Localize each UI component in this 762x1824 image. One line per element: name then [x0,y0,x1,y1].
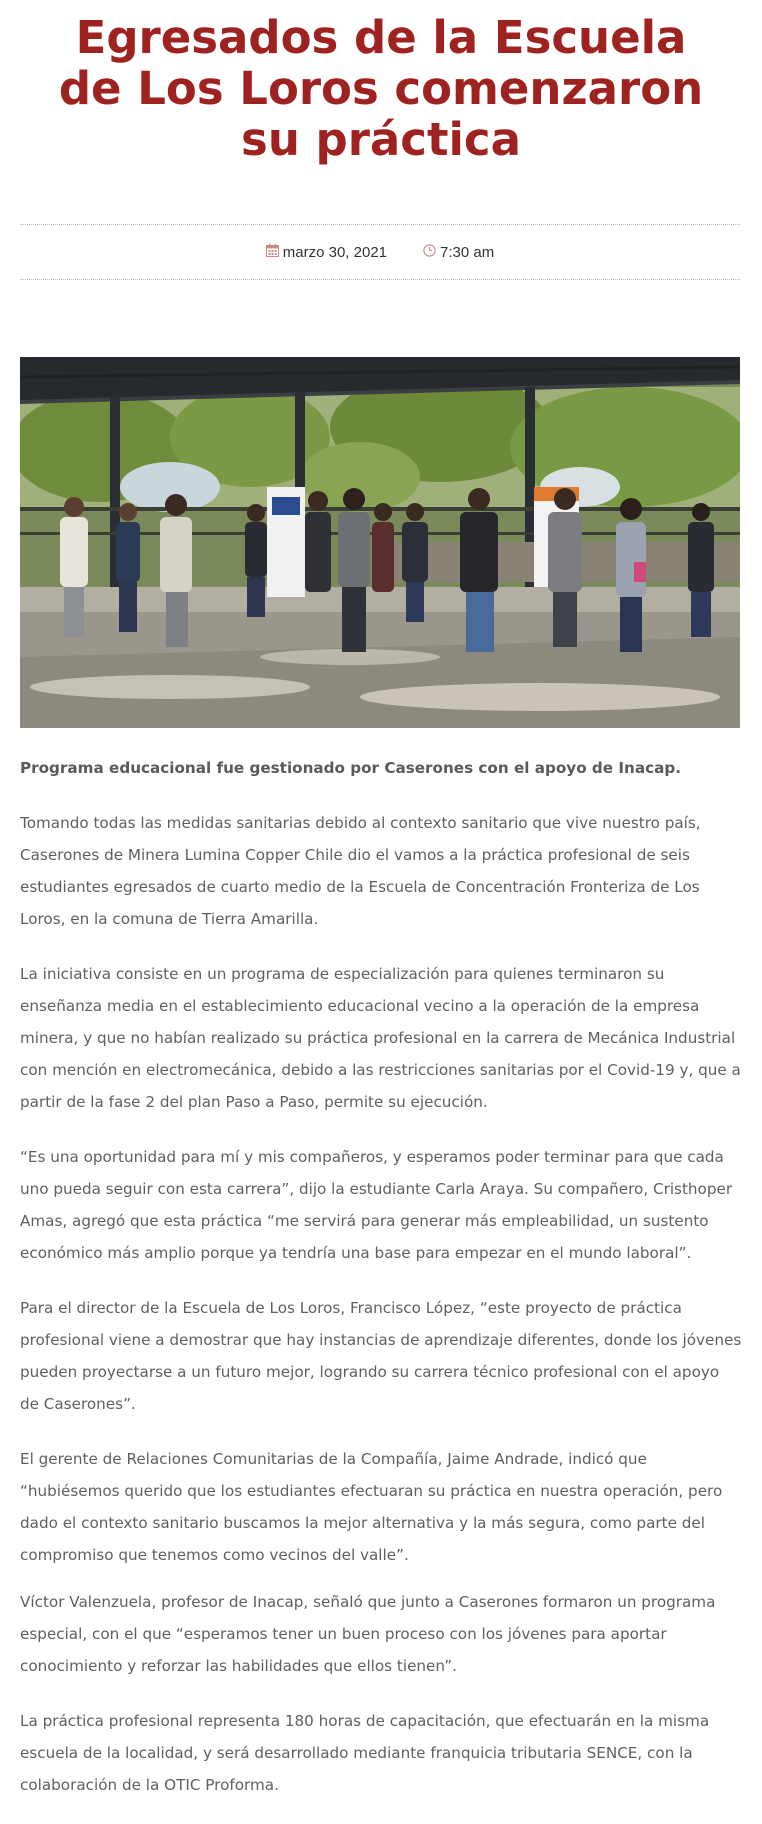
article-paragraph: Víctor Valenzuela, profesor de Inacap, señaló que junto a Caserones formaron un programa especial, con el que “esperamos tener un buen proceso con los jóvenes para aportar conocimiento y reforzar las habilidades que ellos tienen”. [20,1593,716,1675]
article-meta-bar [20,224,740,280]
clock-icon [423,244,436,261]
article-paragraph: El gerente de Relaciones Comunitarias de la Compañía, Jaime Andrade, indicó que “hubiésemos querido que los estudiantes efectuaran su práctica en nuestra operación, pero dado el contexto sanitario buscamos la mejor alternativa y la más segura, como parte del compromiso que tenemos como vecinos del valle”. [20,1450,723,1564]
article-time-text: 7:30 am [440,243,495,261]
article-date-text: marzo 30, 2021 [282,243,388,261]
article-lead: Programa educacional fue gestionado por Caserones con el apoyo de Inacap. [20,759,681,777]
article-paragraph: “Es una oportunidad para mí y mis compañeros, y esperamos poder terminar para que cada uno pueda seguir con esta carrera”, dijo la estudiante Carla Araya. Su compañero, Cristhoper Amas, agregó que esta práctica “me servirá para generar más empleabilidad, un sustento económico más amplio porque ya tendría una base para empezar en el mundo laboral”. [20,1148,733,1262]
article-date [266,244,387,261]
article-body [20,752,742,1824]
article-time [423,244,494,261]
calendar-icon [266,244,279,261]
article-paragraph: La iniciativa consiste en un programa de especialización para quienes terminaron su enseñanza media en el establecimiento educacional vecino a la operación de la empresa minera, y que no habían realizado su práctica profesional en la carrera de Mecánica Industrial con mención en electromecánica, debido a las restricciones sanitarias por el Covid-19 y, que a partir de la fase 2 del plan Paso a Paso, permite su ejecución. [20,965,741,1111]
article-paragraph: Para el director de la Escuela de Los Loros, Francisco López, “este proyecto de práctica profesional viene a demostrar que hay instancias de aprendizaje diferentes, donde los jóvenes pueden proyectarse a un futuro mejor, logrando su carrera técnico profesional con el apoyo de Caserones”. [20,1299,742,1413]
article-title: Egresados de la Escuela de Los Loros comenzaron su práctica [58,11,704,166]
article-hero-photo [20,357,740,728]
article-paragraph: Tomando todas las medidas sanitarias debido al contexto sanitario que vive nuestro país, Caserones de Minera Lumina Copper Chile dio el vamos a la práctica profesional de seis estudiantes egresados de cuarto medio de la Escuela de Concentración Fronteriza de Los Loros, en la comuna de Tierra Amarilla. [20,814,701,928]
article-paragraph: La práctica profesional representa 180 horas de capacitación, que efectuarán en la misma escuela de la localidad, y será desarrollado mediante franquicia tributaria SENCE, con la colaboración de la OTIC Proforma. [20,1712,710,1794]
